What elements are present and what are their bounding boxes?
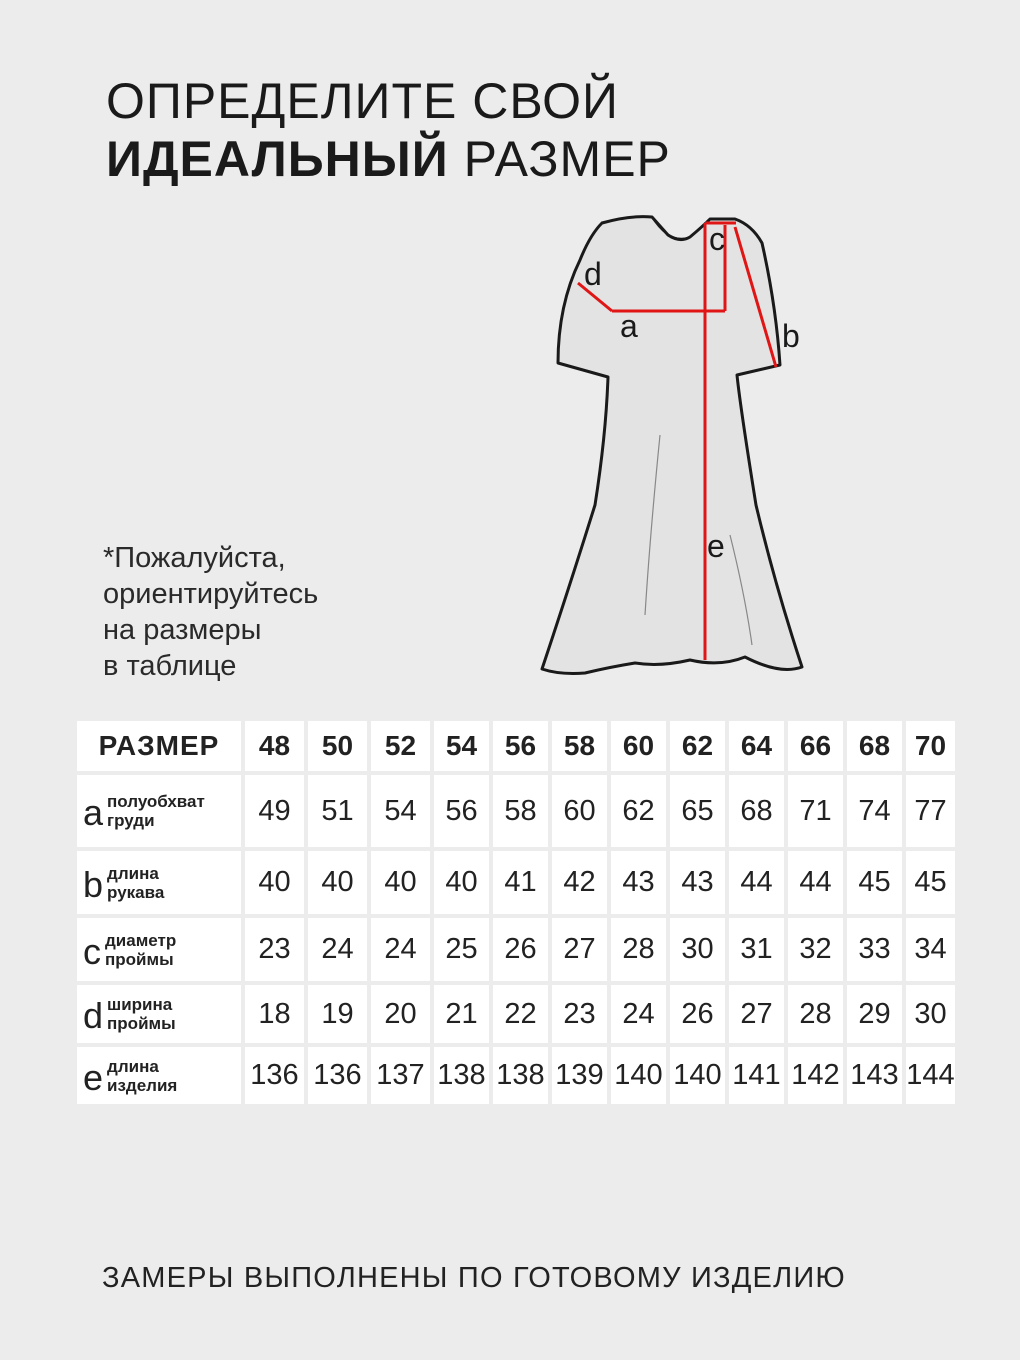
size-chart-table	[73, 717, 959, 1108]
table-cell: 136	[245, 1047, 304, 1104]
table-cell: 20	[371, 985, 430, 1043]
table-row	[77, 775, 955, 847]
size-header: 62	[670, 721, 725, 771]
row-desc: полуобхват	[107, 792, 205, 811]
table-cell: 22	[493, 985, 548, 1043]
table-cell: 54	[371, 775, 430, 847]
row-desc: груди	[107, 811, 155, 830]
table-cell: 43	[611, 851, 666, 914]
size-header: 68	[847, 721, 902, 771]
page-title	[106, 72, 671, 188]
table-cell: 137	[371, 1047, 430, 1104]
size-header: 60	[611, 721, 666, 771]
row-desc: ширина	[107, 995, 173, 1014]
table-cell: 25	[434, 918, 489, 981]
row-desc: длина	[107, 863, 159, 883]
table-cell: 41	[493, 851, 548, 914]
table-cell: 58	[493, 775, 548, 847]
footer-note: ЗАМЕРЫ ВЫПОЛНЕНЫ ПО ГОТОВОМУ ИЗДЕЛИЮ	[102, 1262, 846, 1294]
table-cell: 23	[245, 918, 304, 981]
row-desc: рукава	[107, 882, 165, 902]
row-label	[77, 985, 241, 1043]
table-row	[77, 851, 955, 914]
row-letter: e	[83, 1056, 104, 1098]
size-header: 70	[906, 721, 955, 771]
table-cell: 31	[729, 918, 784, 981]
title-line-1: ОПРЕДЕЛИТЕ СВОЙ	[106, 73, 619, 129]
row-desc: проймы	[105, 949, 174, 969]
table-cell: 138	[493, 1047, 548, 1104]
row-letter: b	[83, 863, 104, 905]
note-line: в таблице	[103, 650, 237, 682]
table-cell: 144	[906, 1047, 955, 1104]
row-desc: изделия	[107, 1075, 178, 1095]
table-cell: 30	[906, 985, 955, 1043]
diagram-label-d: d	[584, 256, 602, 292]
table-cell: 24	[611, 985, 666, 1043]
table-cell: 23	[552, 985, 607, 1043]
note-line: *Пожалуйста,	[103, 542, 286, 574]
row-label	[77, 918, 241, 981]
table-cell: 32	[788, 918, 843, 981]
header-label: РАЗМЕР	[77, 721, 241, 771]
table-cell: 71	[788, 775, 843, 847]
table-cell: 65	[670, 775, 725, 847]
table-cell: 140	[611, 1047, 666, 1104]
diagram-label-e: e	[707, 528, 725, 564]
table-row	[77, 1047, 955, 1104]
table-cell: 49	[245, 775, 304, 847]
table-header-row	[77, 721, 955, 771]
title-rest-word: РАЗМЕР	[463, 131, 671, 187]
table-cell: 138	[434, 1047, 489, 1104]
table-cell: 51	[308, 775, 367, 847]
diagram-label-b: b	[782, 318, 800, 354]
table-cell: 56	[434, 775, 489, 847]
table-cell: 33	[847, 918, 902, 981]
row-label	[77, 851, 241, 914]
diagram-label-a: a	[620, 308, 638, 344]
row-letter: c	[83, 930, 101, 972]
size-header: 48	[245, 721, 304, 771]
table-cell: 26	[493, 918, 548, 981]
row-desc: диаметр	[105, 930, 177, 950]
table-cell: 21	[434, 985, 489, 1043]
table-cell: 27	[552, 918, 607, 981]
table-cell: 40	[245, 851, 304, 914]
table-cell: 30	[670, 918, 725, 981]
row-letter: d	[83, 995, 104, 1036]
row-label	[77, 775, 241, 847]
table-cell: 24	[308, 918, 367, 981]
table-cell: 40	[371, 851, 430, 914]
table-cell: 29	[847, 985, 902, 1043]
title-bold-word: ИДЕАЛЬНЫЙ	[106, 131, 449, 187]
table-cell: 34	[906, 918, 955, 981]
table-cell: 68	[729, 775, 784, 847]
table-cell: 40	[308, 851, 367, 914]
table-cell: 44	[788, 851, 843, 914]
size-header: 50	[308, 721, 367, 771]
table-cell: 60	[552, 775, 607, 847]
table-cell: 26	[670, 985, 725, 1043]
size-header: 56	[493, 721, 548, 771]
size-header: 54	[434, 721, 489, 771]
table-cell: 28	[788, 985, 843, 1043]
table-cell: 77	[906, 775, 955, 847]
table-cell: 142	[788, 1047, 843, 1104]
size-header: 66	[788, 721, 843, 771]
table-cell: 140	[670, 1047, 725, 1104]
table-cell: 45	[906, 851, 955, 914]
size-note	[103, 540, 393, 684]
note-line: ориентируйтесь	[103, 578, 319, 610]
size-header: 64	[729, 721, 784, 771]
row-desc: проймы	[107, 1014, 176, 1033]
table-cell: 43	[670, 851, 725, 914]
table-cell: 141	[729, 1047, 784, 1104]
table-cell: 139	[552, 1047, 607, 1104]
table-cell: 74	[847, 775, 902, 847]
table-cell: 18	[245, 985, 304, 1043]
row-label	[77, 1047, 241, 1104]
table-cell: 19	[308, 985, 367, 1043]
table-cell: 40	[434, 851, 489, 914]
size-header: 52	[371, 721, 430, 771]
table-cell: 28	[611, 918, 666, 981]
table-cell: 45	[847, 851, 902, 914]
row-desc: длина	[107, 1056, 159, 1076]
table-row	[77, 918, 955, 981]
note-line: на размеры	[103, 614, 262, 646]
diagram-label-c: c	[709, 221, 725, 257]
table-cell: 143	[847, 1047, 902, 1104]
table-cell: 24	[371, 918, 430, 981]
table-cell: 136	[308, 1047, 367, 1104]
size-header: 58	[552, 721, 607, 771]
table-cell: 62	[611, 775, 666, 847]
table-cell: 27	[729, 985, 784, 1043]
table-row	[77, 985, 955, 1043]
dress-measurement-diagram	[540, 205, 810, 680]
table-cell: 44	[729, 851, 784, 914]
title-line-2	[106, 130, 671, 188]
row-letter: a	[83, 792, 104, 833]
table-cell: 42	[552, 851, 607, 914]
